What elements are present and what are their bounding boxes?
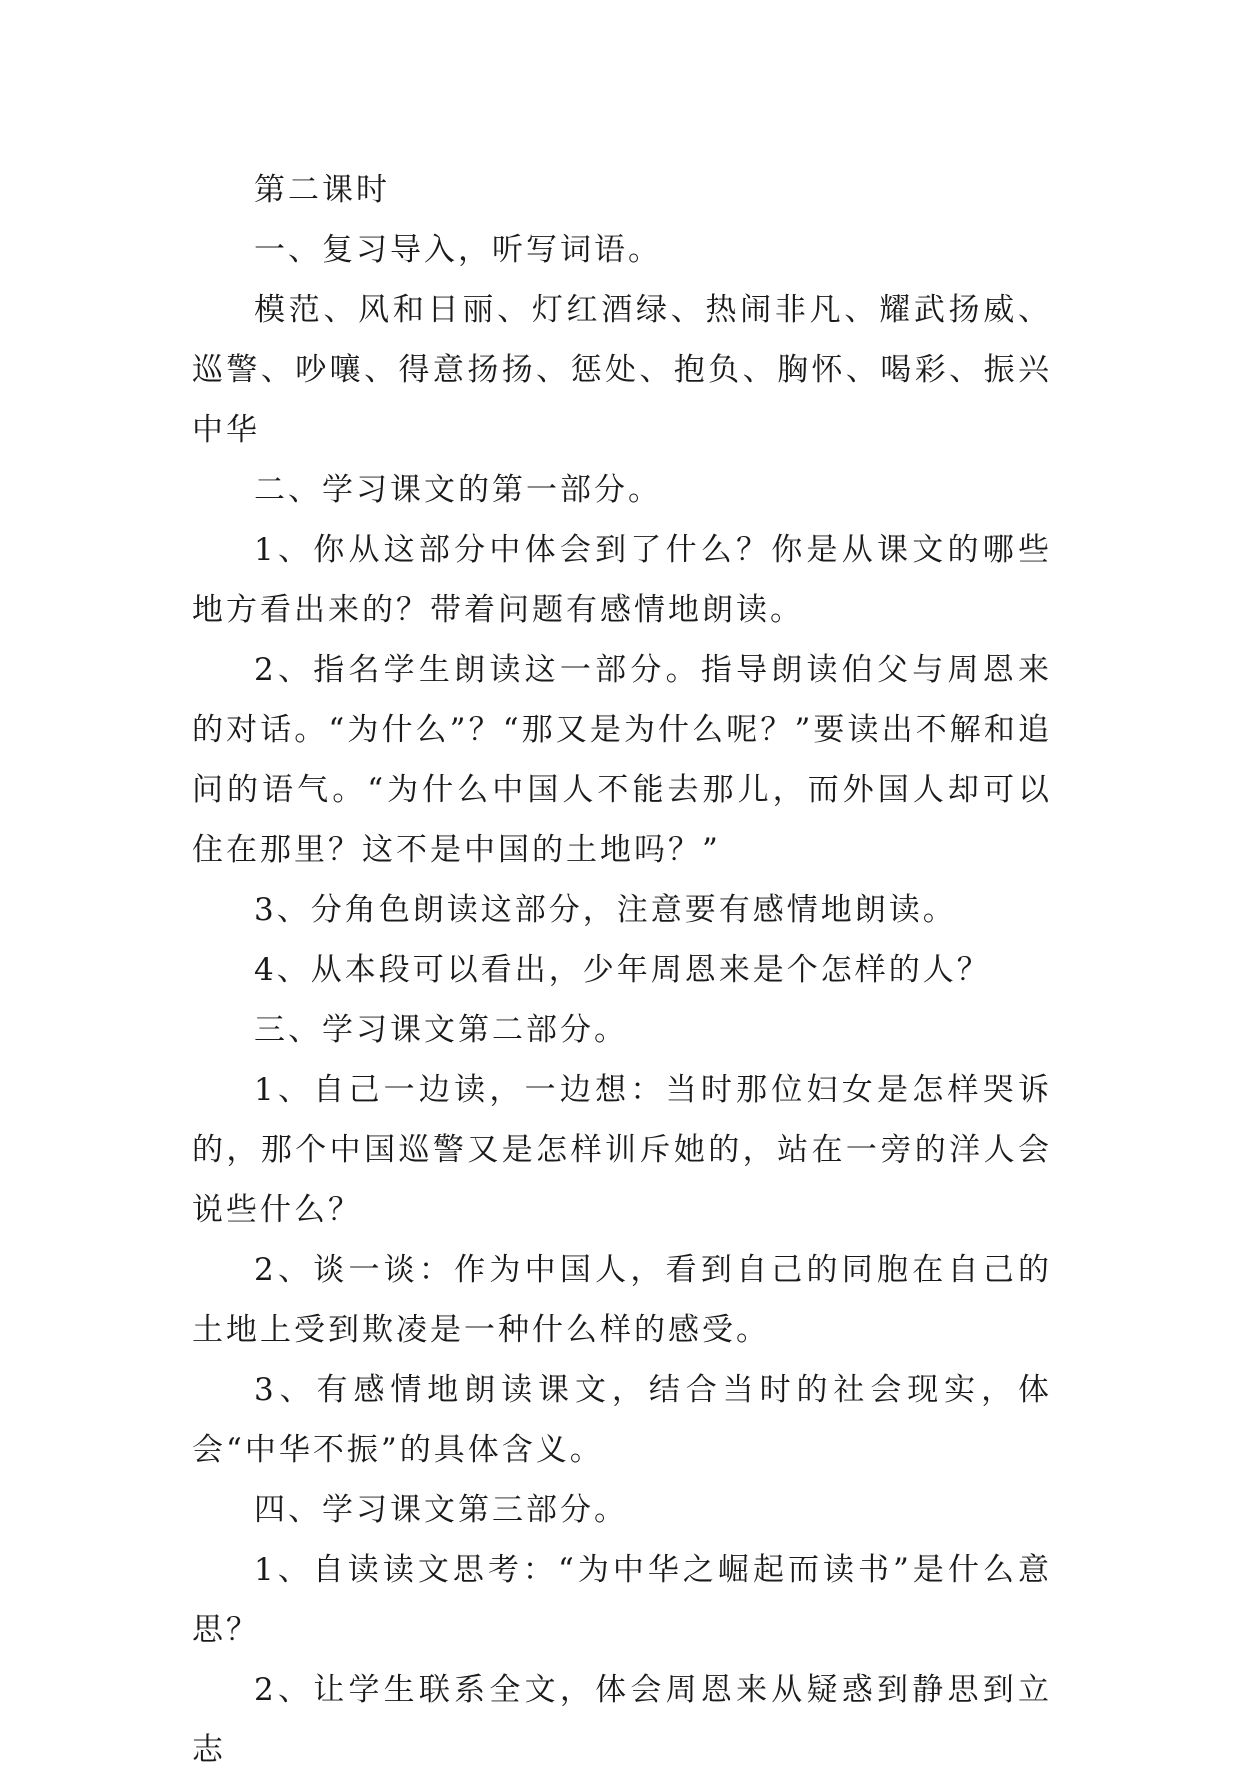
part-one-item-4: 4、从本段可以看出，少年周恩来是个怎样的人？ (254, 952, 991, 988)
part-one-item-1: 1、你从这部分中体会到了什么？你是从课文的哪些地方看出来的？带着问题有感情地朗读。 (192, 532, 1052, 628)
part-one-item-3: 3、分角色朗读这部分，注意要有感情地朗读。 (254, 892, 957, 928)
part-two-item-3: 3、有感情地朗读课文，结合当时的社会现实，体会“中华不振”的具体含义。 (192, 1372, 1052, 1468)
document-body (192, 160, 1052, 1780)
lesson-title: 第二课时 (254, 172, 390, 208)
part-three-item-1: 1、自读读文思考：“为中华之崛起而读书”是什么意思？ (192, 1552, 1052, 1648)
part-three-item-2: 2、让学生联系全文，体会周恩来从疑惑到静思到立志 (192, 1672, 1052, 1768)
part-two-item-1: 1、自己一边读，一边想：当时那位妇女是怎样哭诉的，那个中国巡警又是怎样训斥她的，站在一旁的洋人会说些什么？ (192, 1072, 1052, 1228)
part-two-item-2: 2、谈一谈：作为中国人，看到自己的同胞在自己的土地上受到欺凌是一种什么样的感受。 (192, 1252, 1052, 1348)
section-heading-part-one: 二、学习课文的第一部分。 (254, 472, 662, 508)
dictation-word-list: 模范、风和日丽、灯红酒绿、热闹非凡、耀武扬威、巡警、吵嚷、得意扬扬、惩处、抱负、胸怀、喝彩、振兴中华 (192, 292, 1052, 448)
section-heading-part-three: 四、学习课文第三部分。 (254, 1492, 628, 1528)
section-heading-review: 一、复习导入，听写词语。 (254, 232, 662, 268)
part-one-item-2: 2、指名学生朗读这一部分。指导朗读伯父与周恩来的对话。“为什么”？“那又是为什么呢？”要读出不解和追问的语气。“为什么中国人不能去那儿，而外国人却可以住在那里？这不是中国的土地吗？” (192, 652, 1052, 868)
section-heading-part-two: 三、学习课文第二部分。 (254, 1012, 628, 1048)
